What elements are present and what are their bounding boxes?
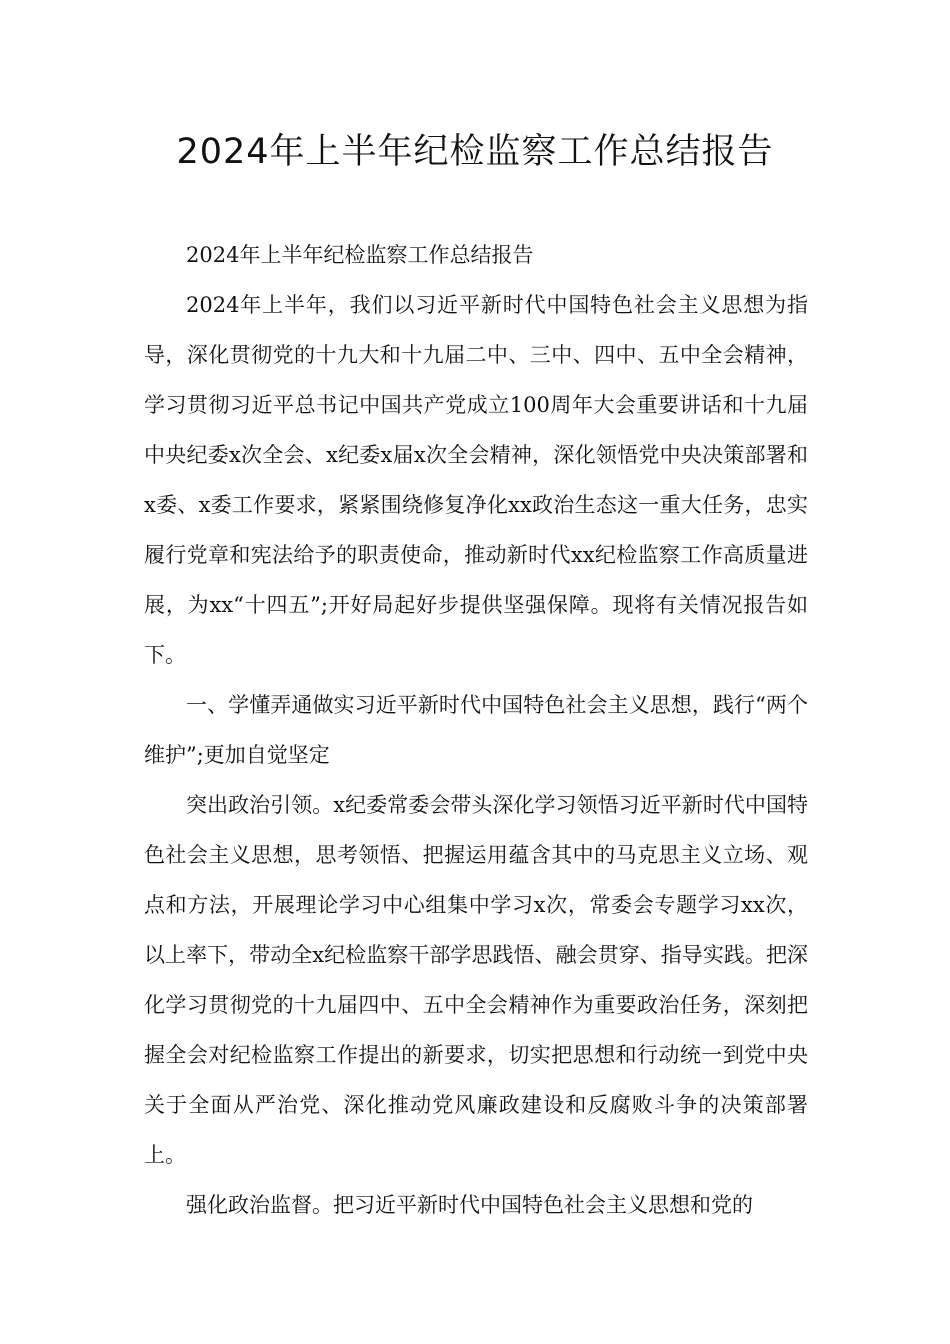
section-heading-1: 一、学懂弄通做实习近平新时代中国特色社会主义思想，践行“两个维护”;更加自觉坚定 xyxy=(144,693,808,767)
document-body xyxy=(144,230,808,1230)
document-title: 2024年上半年纪检监察工作总结报告 xyxy=(176,132,774,172)
paragraph-intro: 2024年上半年，我们以习近平新时代中国特色社会主义思想为指导，深化贯彻党的十九大和十九届二中、三中、四中、五中全会精神，学习贯彻习近平总书记中国共产党成立100周年大会重要讲话和十九届中央纪委x次全会、x纪委x届x次全会精神，深化领悟党中央决策部署和x委、x委工作要求，紧紧围绕修复净化xx政治生态这一重大任务，忠实履行党章和宪法给予的职责使命，推动新时代xx纪检监察工作高质量进展，为xx“十四五”;开好局起好步提供坚强保障。现将有关情况报告如下。 xyxy=(144,293,808,667)
paragraph-subtitle: 2024年上半年纪检监察工作总结报告 xyxy=(186,243,534,267)
paragraph-political-supervision: 强化政治监督。把习近平新时代中国特色社会主义思想和党的 xyxy=(186,1193,753,1217)
paragraph-political-guidance: 突出政治引领。x纪委常委会带头深化学习领悟习近平新时代中国特色社会主义思想，思考领悟、把握运用蕴含其中的马克思主义立场、观点和方法，开展理论学习中心组集中学习x次，常委会专题学习xx次，以上率下，带动全x纪检监察干部学思践悟、融会贯穿、指导实践。把深化学习贯彻党的十九届四中、五中全会精神作为重要政治任务，深刻把握全会对纪检监察工作提出的新要求，切实把思想和行动统一到党中央关于全面从严治党、深化推动党风廉政建设和反腐败斗争的决策部署上。 xyxy=(144,793,808,1167)
